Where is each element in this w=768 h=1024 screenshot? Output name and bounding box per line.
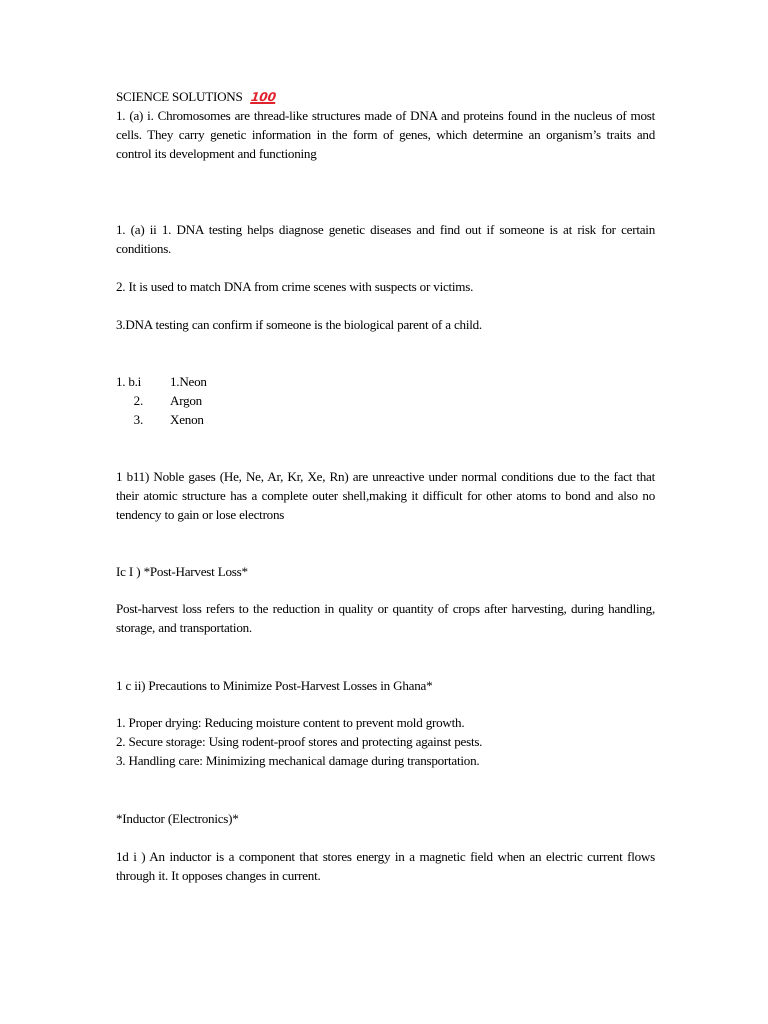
list-item-number: 3. — [133, 412, 143, 427]
answer-1a-ii-2 — [116, 277, 655, 296]
answer-1c-i — [116, 599, 655, 637]
list-item-text: Argon — [170, 393, 202, 408]
section-heading: 1 c ii) Precautions to Minimize Post-Harvest Losses in Ghana* — [116, 678, 433, 693]
title-row — [116, 87, 655, 106]
list-item — [116, 372, 655, 391]
list-item: 3. Handling care: Minimizing mechanical damage during transportation. — [116, 753, 480, 768]
hundred-points-icon: 100 — [249, 90, 277, 104]
heading-precautions — [116, 676, 655, 695]
answer-1a-i — [116, 106, 655, 163]
paragraph-chromosomes: 1. (a) i. Chromosomes are thread-like structures made of DNA and proteins found in the nucleus of most cells. They carry genetic information in the form of genes, which determine an organism’s traits and control its development and functioning — [116, 108, 655, 161]
answer-1b-i-list — [116, 372, 655, 429]
paragraph-dna-crime: 2. It is used to match DNA from crime scenes with suspects or victims. — [116, 279, 474, 294]
list-item: 1. Proper drying: Reducing moisture content to prevent mold growth. — [116, 715, 465, 730]
paragraph-noble-gases: 1 b11) Noble gases (He, Ne, Ar, Kr, Xe, Rn) are unreactive under normal conditions due to the fact that their atomic structure has a complete outer shell,making it difficult for other atoms to bond and also no tendency to gain or lose electrons — [116, 469, 655, 522]
heading-post-harvest-loss — [116, 562, 655, 581]
answer-1b-ii — [116, 467, 655, 524]
list-item-text: Neon — [179, 374, 207, 389]
list-item-number: 1. — [170, 374, 180, 389]
list-item: 2. Secure storage: Using rodent-proof stores and protecting against pests. — [116, 734, 483, 749]
paragraph-dna-parent: 3.DNA testing can confirm if someone is the biological parent of a child. — [116, 317, 482, 332]
list-item — [116, 410, 655, 429]
list-item — [116, 391, 655, 410]
answer-1a-ii-3 — [116, 315, 655, 334]
section-heading: *Inductor (Electronics)* — [116, 811, 239, 826]
section-heading: Ic I ) *Post-Harvest Loss* — [116, 564, 248, 579]
answer-1a-ii — [116, 220, 655, 258]
list-item-text: Xenon — [170, 412, 204, 427]
list-label: 1. b.i — [116, 374, 142, 389]
precautions-list — [116, 713, 655, 770]
answer-1d-i — [116, 847, 655, 885]
paragraph-inductor: 1d i ) An inductor is a component that stores energy in a magnetic field when an electric current flows through it. It opposes changes in current. — [116, 849, 655, 883]
list-item-number: 2. — [133, 393, 143, 408]
paragraph-dna-testing: 1. (a) ii 1. DNA testing helps diagnose genetic diseases and find out if someone is at risk for certain conditions. — [116, 222, 655, 256]
page-title: SCIENCE SOLUTIONS — [116, 89, 243, 104]
paragraph-post-harvest: Post-harvest loss refers to the reduction in quality or quantity of crops after harvesting, during handling, storage, and transportation. — [116, 601, 655, 635]
heading-inductor — [116, 809, 655, 828]
